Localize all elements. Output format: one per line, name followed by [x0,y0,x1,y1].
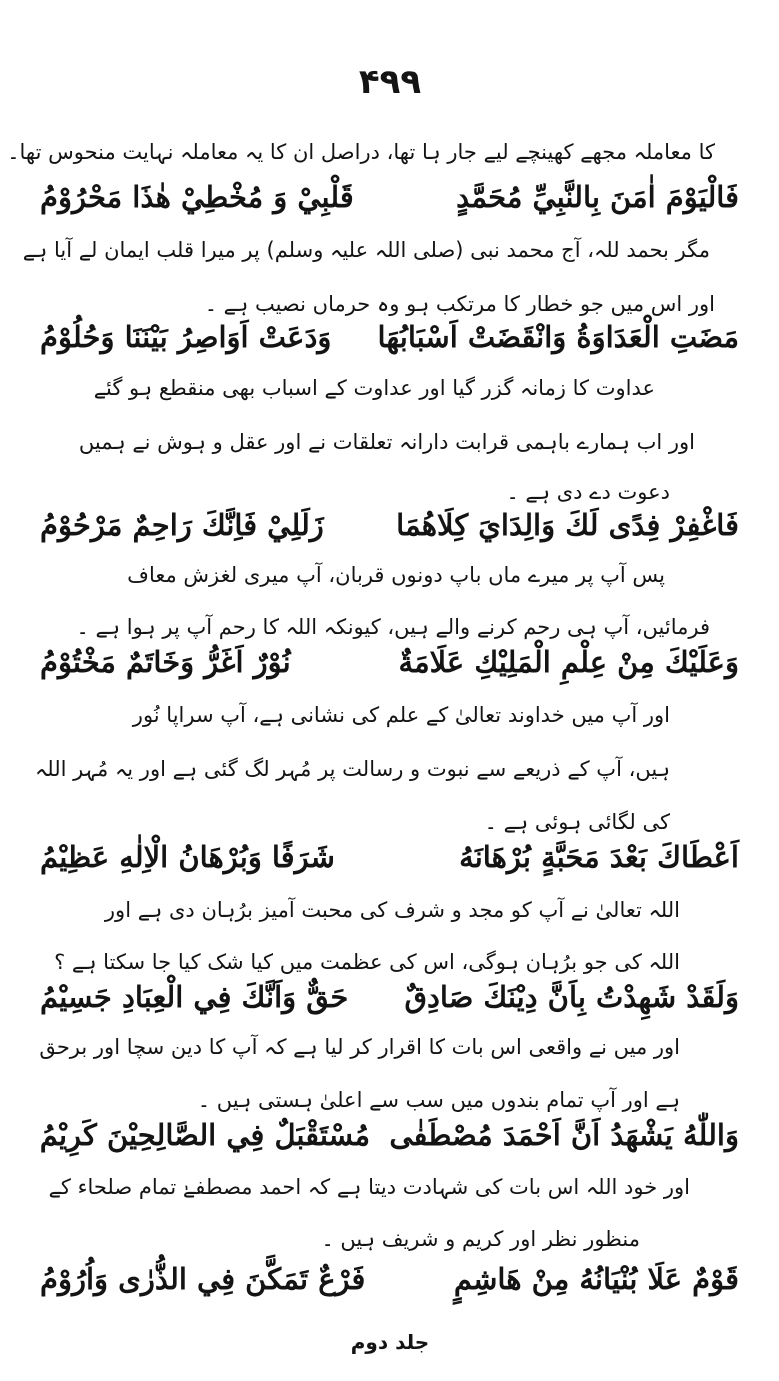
verse-first-hemistich: اَعْطَاكَ بَعْدَ مَحَبَّةٍ بُرْهَانَهُ [459,840,739,874]
translation-line: عداوت کا زمانہ گزر گیا اور عداوت کے اسباب بھی منقطع ہو گئے [93,376,655,400]
translation-line: اور اس میں جو خطار کا مرتکب ہو وہ حرماں نصیب ہے ۔ [204,292,715,316]
translation-line: اور خود اللہ اس بات کی شہادت دیتا ہے کہ احمد مصطفےٰ تمام صلحاء کے [48,1175,690,1199]
verse-second-hemistich: زَلَلِيْ فَاِنَّكَ رَاحِمٌ مَرْحُوْمُ [40,508,324,542]
verse-second-hemistich: نُوْرٌ اَغَرُّ وَخَاتَمٌ مَخْتُوْمُ [40,645,291,679]
translation-line: دعوت دے دی ہے ۔ [506,480,670,504]
verse-first-hemistich: فَاغْفِرْ فِدًى لَكَ وَالِدَايَ كِلَاهُمَا [396,508,739,542]
verse-second-hemistich: وَدَعَتْ اَوَاصِرُ بَيْنَنَا وَحُلُوْمُ [40,320,332,354]
verse-second-hemistich: شَرَفًا وَبُرْهَانُ الْاِلٰهِ عَظِيْمُ [40,840,335,874]
verse-second-hemistich: فَرْعٌ تَمَكَّنَ فِي الذُّرٰى وَاُرُوْمُ [40,1262,366,1296]
verse-second-hemistich: قَلْبِيْ وَ مُخْطِيْ هٰذَا مَحْرُوْمُ [40,180,354,214]
translation-line: کی لگائی ہوئی ہے ۔ [484,810,670,834]
translation-line: ہیں، آپ کے ذریعے سے نبوت و رسالت پر مُہر لگ گئی ہے اور یہ مُہر اللہ [35,757,670,781]
verse-first-hemistich: وَعَلَيْكَ مِنْ عِلْمِ الْمَلِيْكِ عَلَامَةٌ [398,645,739,679]
verse-first-hemistich: وَاللّٰهُ يَشْهَدُ اَنَّ اَحْمَدَ مُصْطَفٰى [389,1118,739,1152]
translation-line: اللہ تعالیٰ نے آپ کو مجد و شرف کی محبت آمیز برُہان دی ہے اور [104,898,680,922]
translation-line: پس آپ پر میرے ماں باپ دونوں قربان، آپ میری لغزش معاف [127,563,665,587]
verse-first-hemistich: مَضَتِ الْعَدَاوَةُ وَانْقَضَتْ اَسْبَابُهَا [377,320,739,354]
volume-label: جلد دوم [350,1330,430,1354]
translation-line: اور آپ میں خداوند تعالیٰ کے علم کی نشانی ہے، آپ سراپا نُور [132,703,670,727]
translation-line: اور میں نے واقعی اس بات کا اقرار کر لیا ہے کہ آپ کا دین سچا اور برحق [39,1035,680,1059]
verse-second-hemistich: مُسْتَقْبَلٌ فِي الصَّالِحِيْنَ كَرِيْمُ [39,1118,370,1152]
translation-line: ہے اور آپ تمام بندوں میں سب سے اعلیٰ ہستی ہیں ۔ [197,1088,680,1112]
translation-line: منظور نظر اور کریم و شریف ہیں ۔ [321,1227,640,1251]
verse-second-hemistich: حَقٌّ وَاَنَّكَ فِي الْعِبَادِ جَسِيْمُ [40,980,349,1014]
verse-first-hemistich: وَلَقَدْ شَهِدْتُ بِاَنَّ دِيْنَكَ صَادِقٌ [404,980,739,1014]
translation-line: فرمائیں، آپ ہی رحم کرنے والے ہیں، کیونکہ اللہ کا رحم آپ پر ہوا ہے ۔ [76,615,710,639]
page-number: ۴۹۹ [358,62,422,102]
translation-line: اللہ کی جو برُہان ہوگی، اس کی عظمت میں کیا شک کیا جا سکتا ہے ؟ [54,950,680,974]
verse-first-hemistich: فَالْيَوْمَ اٰمَنَ بِالنَّبِيِّ مُحَمَّدٍ [456,180,739,214]
translation-line: مگر بحمد للہ، آج محمد نبی (صلی اللہ علیہ وسلم) پر میرا قلب ایمان لے آیا ہے [22,238,710,262]
translation-line: اور اب ہمارے باہمی قرابت دارانہ تعلقات نے اور عقل و ہوش نے ہمیں [78,430,695,454]
verse-first-hemistich: قَوْمٌ عَلَا بُنْيَانُهُ مِنْ هَاشِمٍ [453,1262,739,1296]
translation-line: کا معاملہ مجھے کھینچے لیے جار ہا تھا، دراصل ان کا یہ معاملہ نہایت منحوس تھا۔ [7,140,715,164]
